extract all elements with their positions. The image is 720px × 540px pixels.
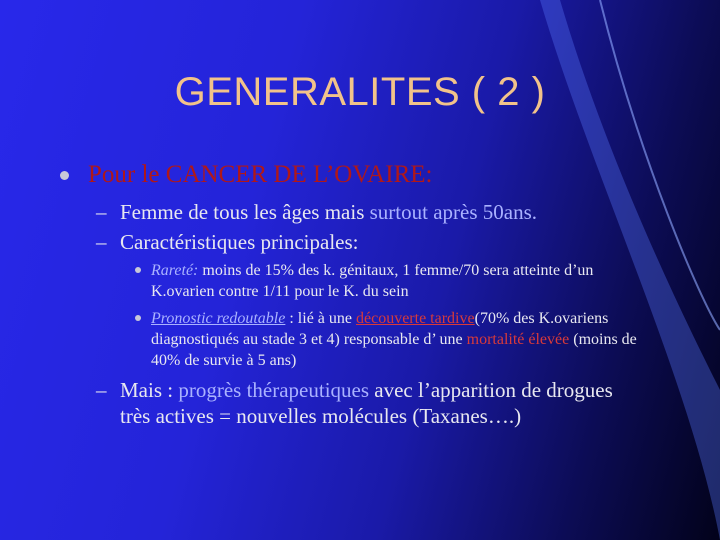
main-bullet-heading: Pour le CANCER DE L’OVAIRE: [88,161,433,188]
progress-text-1: Mais : [120,378,179,402]
dash-bullet-icon: – [96,200,107,224]
slide-title: GENERALITES ( 2 ) [174,70,546,114]
prognosis-label: Pronostic redoutable [151,310,286,327]
small-bullet-dot-icon [135,315,141,321]
age-highlight: surtout après 50ans. [369,200,538,224]
dash-bullet-icon: – [96,378,107,402]
characteristics-text: Caractéristiques principales: [120,230,359,254]
prognosis-text-1: : lié à une [285,310,356,327]
small-bullet-dot-icon [135,267,141,273]
bullet-dot-icon [60,171,69,180]
progress-highlight: progrès thérapeutiques [178,378,370,402]
late-discovery-highlight: découverte tardive [356,310,475,327]
high-mortality-highlight: mortalité élevée [466,331,570,348]
prognosis-text-2: (70% des K.ovariens diagnostiqués au stade 3 et 4) responsable d’ une [151,310,609,348]
age-text: Femme de tous les âges mais [120,200,370,224]
dash-bullet-icon: – [96,230,107,254]
progress-text-2: avec l’apparition de drogues très actives = nouvelles molécules (Taxanes….) [120,378,613,428]
rarity-label: Rareté: [151,262,199,279]
prognosis-text-3: (moins de 40% de survie à 5 ans) [151,331,637,369]
rarity-text: moins de 15% des k. génitaux, 1 femme/70 sera atteinte d’un K.ovarien contre 1/11 pour le K. du sein [151,262,594,300]
